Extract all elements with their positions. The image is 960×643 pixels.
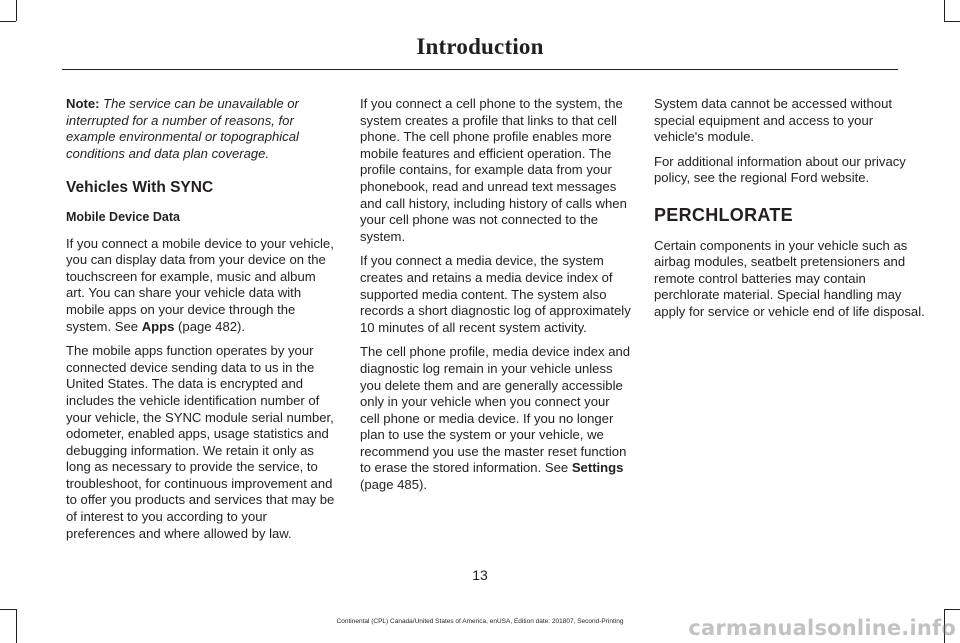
paragraph-privacy-policy: For additional information about our privacy policy, see the regional Ford website. bbox=[654, 153, 906, 186]
section-heading-perchlorate: PERCHLORATE bbox=[654, 204, 793, 225]
crop-mark-bottom-left bbox=[0, 609, 16, 610]
paragraph-text: The cell phone profile, media device index and diagnostic log remain in your vehicle unless you delete them and are generally accessible only in your vehicle when you connect your cell phone or media device. If you no longer plan to use the system or your vehicle, we recommend you use the master reset function to erase the stored information. See bbox=[360, 344, 631, 476]
page-header-title: Introduction bbox=[416, 34, 544, 59]
section-heading-vehicles-with-sync: Vehicles With SYNC bbox=[66, 179, 214, 197]
column-left bbox=[66, 96, 338, 550]
paragraph-cell-phone-profile: If you connect a cell phone to the system, the system creates a profile that links to that cell phone. The cell phone profile enables more mobile features and efficient operation. The profile contains, for example data from your phonebook, read and unread text messages and call history, including history of calls when your cell phone was not connected to the system. bbox=[360, 96, 627, 244]
note-paragraph bbox=[66, 96, 338, 162]
paragraph-text: If you connect a mobile device to your vehicle, you can display data from your device on the touchscreen for example, music and album art. You can share your vehicle data with mobile apps on your device through the system. See bbox=[66, 235, 334, 334]
paragraph-mobile-device bbox=[66, 236, 338, 336]
subheading-mobile-device-data: Mobile Device Data bbox=[66, 209, 180, 224]
page-reference: (page 482). bbox=[174, 318, 246, 334]
note-text: The service can be unavailable or interrupted for a number of reasons, for example environmental or topographical conditions and data plan coverage. bbox=[66, 96, 299, 161]
crop-mark-bottom-right bbox=[944, 609, 960, 610]
page-reference: (page 485). bbox=[360, 477, 427, 493]
crop-mark-top-left bbox=[0, 21, 16, 22]
edition-line: Continental (CPL) Canada/United States of America, enUSA, Edition date: 201807, Second-Printing bbox=[336, 618, 624, 625]
page-number: 13 bbox=[472, 567, 488, 583]
paragraph-media-device: If you connect a media device, the system creates and retains a media device index of supported media content. The system also records a short diagnostic log of approximately 10 minutes of all recent system activity. bbox=[360, 253, 631, 335]
settings-link[interactable]: Settings bbox=[571, 460, 624, 476]
column-right bbox=[654, 96, 926, 329]
crop-mark-top-left-vertical bbox=[16, 0, 17, 21]
paragraph-system-data: System data cannot be accessed without special equipment and access to your vehicle's module. bbox=[654, 96, 893, 145]
paragraph-data-retention bbox=[360, 344, 632, 493]
paragraph-mobile-apps-function: The mobile apps function operates by your connected device sending data to us in the United States. The data is encrypted and includes the vehicle identification number of your vehicle, the SYNC module serial number, odometer, enabled apps, usage statistics and debugging information. We retain it only as long as necessary to provide the service, to troubleshoot, for continuous improvement and to offer you products and services that may be of interest to you according to your preferences and where allowed by law. bbox=[66, 343, 335, 541]
paragraph-perchlorate: Certain components in your vehicle such as airbag modules, seatbelt pretensioners and remote control batteries may contain perchlorate material. Special handling may apply for service or vehicle end of life disposal. bbox=[654, 237, 925, 319]
header-rule bbox=[62, 69, 898, 70]
column-middle bbox=[360, 96, 632, 502]
apps-link[interactable]: Apps bbox=[141, 318, 175, 334]
note-label: Note: bbox=[66, 96, 100, 111]
watermark-logo: carmanualsonline.info bbox=[688, 616, 956, 640]
crop-mark-top-right bbox=[944, 21, 960, 22]
crop-mark-top-right-vertical bbox=[944, 0, 945, 21]
crop-mark-bottom-left-vertical bbox=[16, 609, 17, 643]
